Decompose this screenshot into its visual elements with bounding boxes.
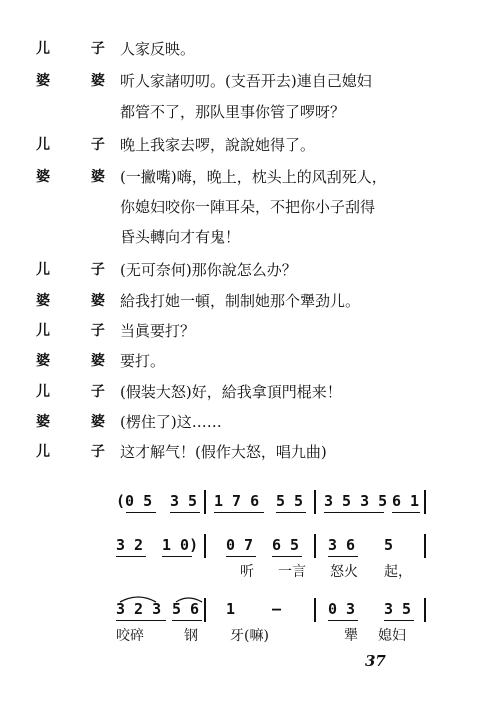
- barline: [314, 534, 316, 558]
- beam-underline: [392, 512, 420, 513]
- barline: [424, 490, 426, 514]
- note-group: 0 3: [328, 600, 356, 618]
- note-group: 3 5: [170, 492, 198, 510]
- dialogue-text: 这才解气！(假作大怒，唱九曲): [120, 443, 327, 461]
- speaker-label: 婆 婆: [36, 73, 123, 89]
- speaker-label: 婆 婆: [36, 414, 123, 430]
- dialogue-text: 当眞要打？: [120, 322, 196, 340]
- beam-underline: [272, 556, 302, 557]
- note-group: 1: [226, 600, 236, 618]
- note-group: —: [272, 600, 282, 618]
- page-number: 37: [365, 652, 386, 670]
- dialogue-text: 給我打她一頓，制制她那个犟劲儿。: [120, 292, 361, 310]
- beam-underline: [162, 556, 192, 557]
- beam-underline: [328, 620, 358, 621]
- barline: [424, 534, 426, 558]
- speaker-label: 儿 子: [36, 323, 123, 339]
- note-group: 3 5 3 5: [324, 492, 388, 510]
- barline: [424, 598, 426, 622]
- dialogue-text: 昏头轉向才有鬼！: [120, 228, 241, 246]
- speaker-label: 儿 子: [36, 262, 123, 278]
- speaker-label: 婆 婆: [36, 353, 123, 369]
- beam-underline: [170, 512, 200, 513]
- note-group: 3 2 3: [116, 600, 162, 618]
- dialogue-text: 听人家諸叨叨。(支吾开去)連自己媳妇: [120, 72, 372, 90]
- beam-underline: [276, 512, 306, 513]
- beam-underline: [116, 620, 166, 621]
- speaker-label: 婆 婆: [36, 293, 123, 309]
- note-group: 6 1: [392, 492, 420, 510]
- speaker-label: 儿 子: [36, 384, 123, 400]
- note-group: 5: [384, 536, 394, 554]
- note-group: 6 5: [272, 536, 300, 554]
- lyric: 一言: [278, 564, 306, 580]
- beam-underline: [328, 556, 358, 557]
- speaker-label: 儿 子: [36, 444, 123, 460]
- dialogue-text: (楞住了)这……: [120, 413, 222, 431]
- lyric: 咬碎: [116, 628, 144, 644]
- dialogue-text: 你媳妇咬你一陣耳朵，不把你小子刮得: [120, 198, 376, 216]
- barline: [204, 490, 206, 514]
- lyric: 怒火: [330, 564, 358, 580]
- dialogue-text: (无可奈何)那你說怎么办？: [120, 261, 297, 279]
- beam-underline: [226, 556, 256, 557]
- dialogue-text: 晚上我家去啰，說說她得了。: [120, 136, 316, 154]
- barline: [314, 598, 316, 622]
- dialogue-text: 要打。: [120, 352, 166, 370]
- speaker-label: 婆 婆: [36, 169, 123, 185]
- barline: [204, 534, 206, 558]
- note-group: (0 5: [116, 492, 153, 510]
- note-group: 3 5: [384, 600, 412, 618]
- lyric: 听: [240, 564, 254, 580]
- beam-underline: [126, 512, 156, 513]
- note-group: 3 6: [328, 536, 356, 554]
- lyric: 犟: [344, 628, 358, 644]
- beam-underline: [172, 620, 202, 621]
- note-group: 0 7: [226, 536, 254, 554]
- speaker-label: 儿 子: [36, 41, 123, 57]
- barline: [314, 490, 316, 514]
- note-group: 3 2: [116, 536, 144, 554]
- lyric: 牙(嘛): [230, 628, 269, 644]
- speaker-label: 儿 子: [36, 137, 123, 153]
- note-group: 1 7 6: [214, 492, 260, 510]
- note-group: 5 5: [276, 492, 304, 510]
- note-group: 1 0): [162, 536, 199, 554]
- beam-underline: [214, 512, 264, 513]
- beam-underline: [116, 556, 146, 557]
- dialogue-text: 人家反映。: [120, 40, 196, 58]
- beam-underline: [324, 512, 384, 513]
- dialogue-text: (一撇嘴)嗨，晚上，枕头上的风刮死人，: [120, 168, 387, 186]
- dialogue-text: 都管不了，那队里事你管了啰呀？: [120, 103, 346, 121]
- beam-underline: [384, 620, 414, 621]
- lyric: 媳妇: [378, 628, 406, 644]
- lyric: 钢: [184, 628, 198, 644]
- note-group: 5 6: [172, 600, 200, 618]
- dialogue-text: (假装大怒)好，給我拿頂門棍来！: [120, 383, 342, 401]
- lyric: 起，: [384, 564, 412, 580]
